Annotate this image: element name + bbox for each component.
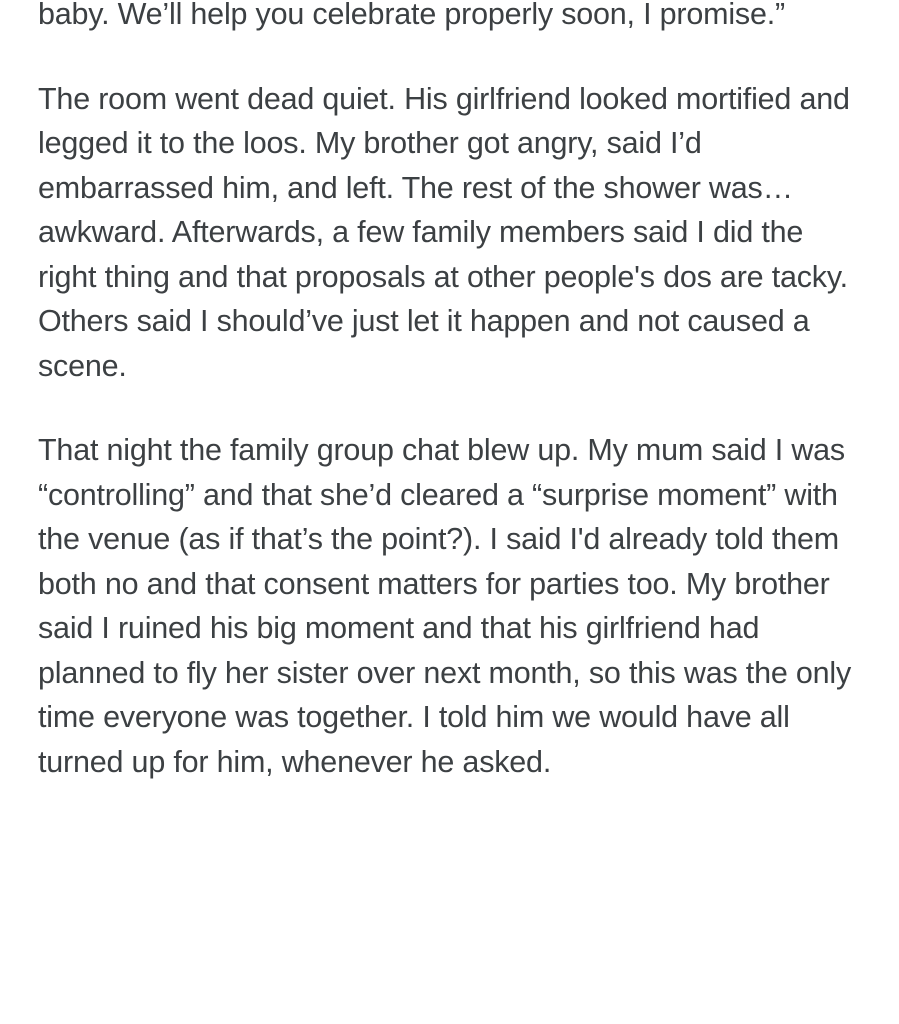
paragraph-1: baby. We’ll help you celebrate properly soon, I promise.” xyxy=(38,0,785,31)
paragraph-3: That night the family group chat blew up. My mum said I was “controlling” and that she’d cleared a “surprise moment” with the venue (as if that’s the point?). I said I'd already told them both no and that consent matters for parties too. My brother said I ruined his big moment and that his girlfriend had planned to fly her sister over next month, so this was the only time everyone was together. I told him we would have all turned up for him, whenever he asked. xyxy=(38,433,860,779)
story-body xyxy=(38,0,861,784)
paragraph-2: The room went dead quiet. His girlfriend looked mortified and legged it to the loos. My brother got angry, said I’d embarrassed him, and left. The rest of the shower was… awkward. Afterwards, a few family members said I did the right thing and that proposals at other people's dos are tacky. Others said I should’ve just let it happen and not caused a scene. xyxy=(38,81,859,383)
